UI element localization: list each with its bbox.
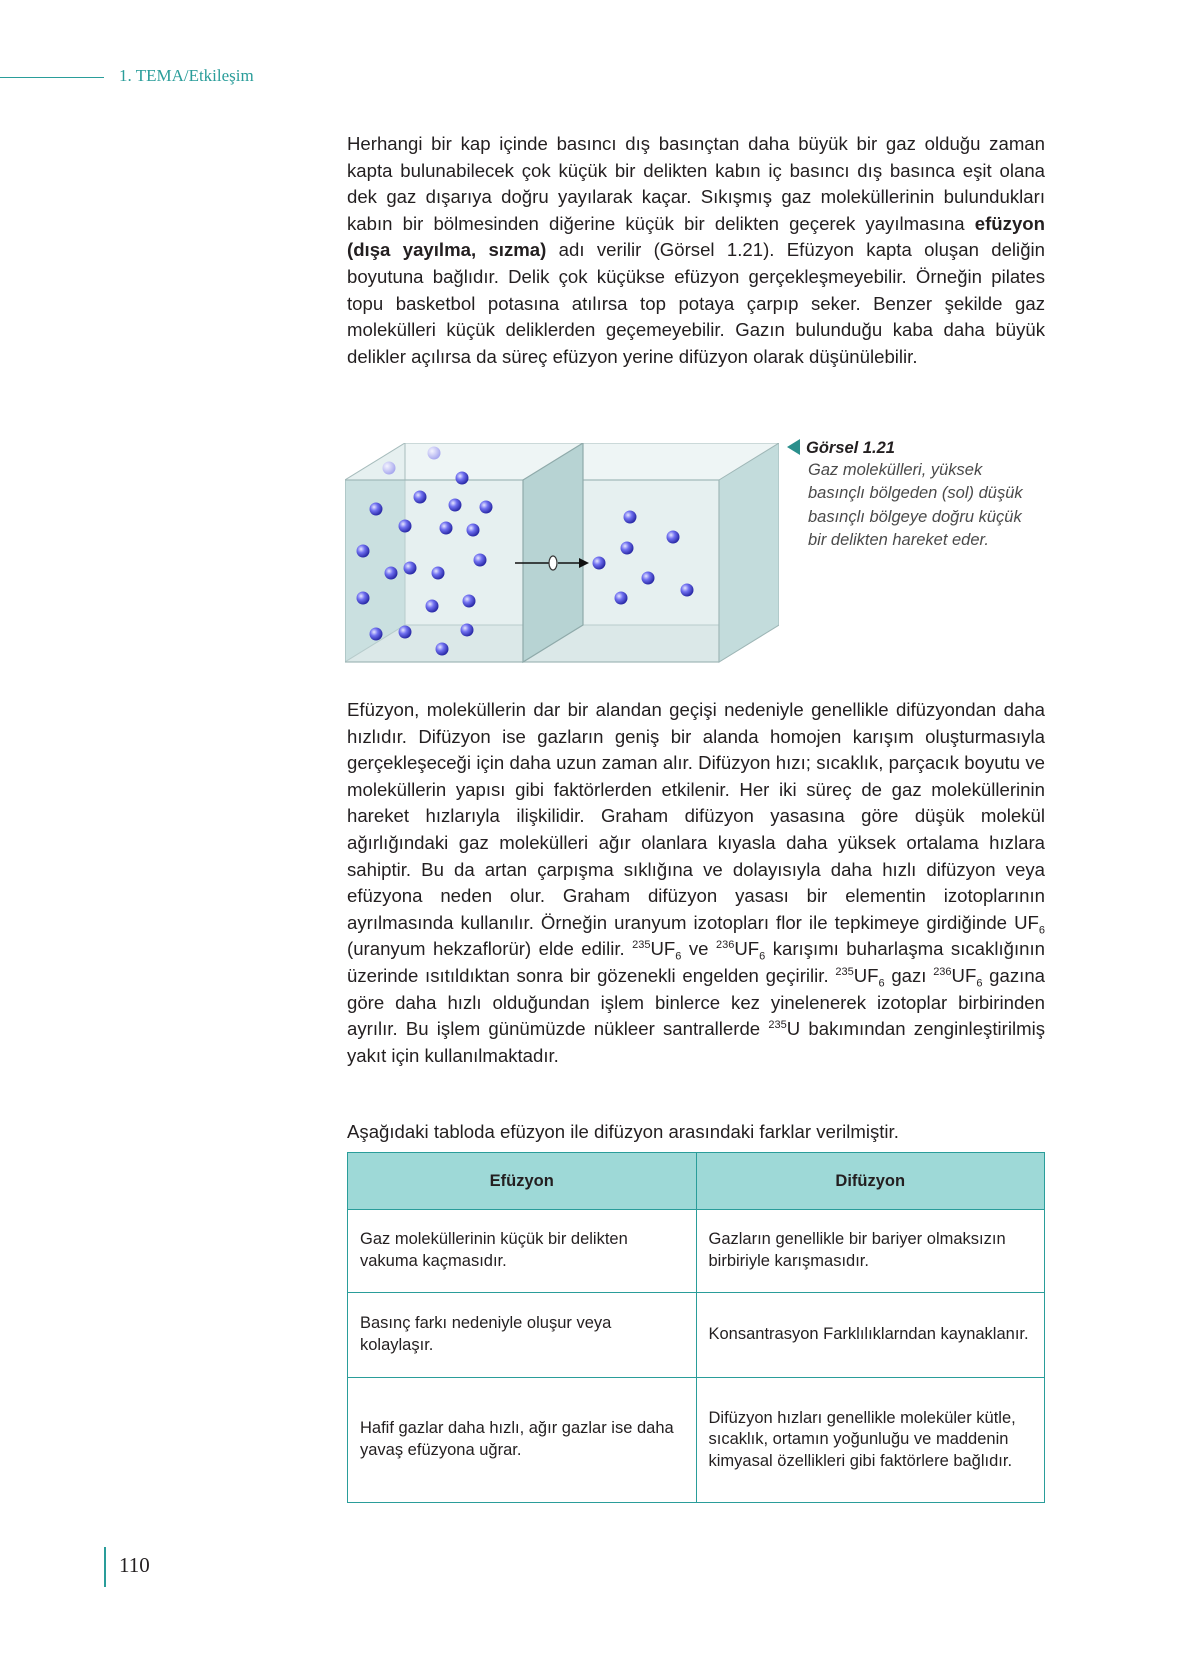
- chapter-header: 1. TEMA/Etkileşim: [119, 66, 254, 85]
- intro-paragraph: [347, 131, 1045, 370]
- efuzyon-term: efüzyon (dışa yayılma, sızma): [347, 212, 1045, 261]
- column-header-difuzyon: Difüzyon: [696, 1153, 1045, 1210]
- partition-wall: [523, 443, 583, 662]
- comparison-table: [347, 1152, 1045, 1503]
- table-cell: Konsantrasyon Farklılıklarndan kaynaklanır.: [696, 1293, 1045, 1378]
- molecule: [449, 499, 462, 512]
- molecule: [357, 545, 370, 558]
- molecule: [593, 557, 606, 570]
- molecule: [461, 624, 474, 637]
- molecule: [624, 511, 637, 524]
- molecule: [383, 462, 396, 475]
- effusion-hole: [549, 556, 557, 570]
- molecule: [357, 592, 370, 605]
- figure-caption: [808, 437, 1028, 553]
- intro-text-2: adı verilir (Görsel 1.21). Efüzyon kapta oluşan deliğin boyutuna bağlıdır. Delik çok küçükse efüzyon gerçekleşmeyebilir. Örneğin pilates topu basketbol potasına atılırsa top potaya çarpıp seker. Benzer şekilde gaz molekülleri küçük deliklerden geçemeyebilir. Gazın bulunduğu kaba daha büyük delikler açılırsa da süreç efüzyon yerine difüzyon olarak düşünülebilir.: [347, 239, 1046, 367]
- molecule: [480, 501, 493, 514]
- molecule: [399, 520, 412, 533]
- table-cell: Basınç farkı nedeniyle oluşur veya kolaylaşır.: [348, 1293, 697, 1378]
- table-cell: Difüzyon hızları genellikle moleküler kütle, sıcaklık, ortamın yoğunluğu ve maddenin kimyasal özellikleri gibi faktörlere bağlıdır.: [696, 1378, 1045, 1503]
- molecule: [615, 592, 628, 605]
- molecule: [474, 554, 487, 567]
- column-header-efuzyon: Efüzyon: [348, 1153, 697, 1210]
- molecule: [440, 522, 453, 535]
- molecule: [681, 584, 694, 597]
- effusion-figure: [345, 443, 779, 683]
- figure-title: Görsel 1.21: [806, 439, 895, 457]
- molecule: [467, 524, 480, 537]
- molecule: [404, 562, 417, 575]
- table-cell: Gaz moleküllerinin küçük bir delikten vakuma kaçmasıdır.: [348, 1210, 697, 1293]
- table-cell: Gazların genellikle bir bariyer olmaksızın birbiriyle karışmasıdır.: [696, 1210, 1045, 1293]
- molecule: [621, 542, 634, 555]
- caption-pointer-icon: [787, 439, 800, 455]
- table-row: [348, 1293, 1045, 1378]
- table-header-row: [348, 1153, 1045, 1210]
- molecule: [426, 600, 439, 613]
- molecule: [385, 567, 398, 580]
- molecule: [436, 643, 449, 656]
- molecule: [399, 626, 412, 639]
- molecule: [428, 447, 441, 460]
- molecule: [370, 628, 383, 641]
- molecule: [370, 503, 383, 516]
- molecule: [414, 491, 427, 504]
- table-row: [348, 1210, 1045, 1293]
- page-number-rule: [104, 1547, 106, 1587]
- molecule: [432, 567, 445, 580]
- table-cell: Hafif gazlar daha hızlı, ağır gazlar ise daha yavaş efüzyona uğrar.: [348, 1378, 697, 1503]
- molecule: [463, 595, 476, 608]
- molecule: [642, 572, 655, 585]
- page-number: 110: [119, 1553, 150, 1577]
- molecule: [456, 472, 469, 485]
- header-rule: [0, 77, 104, 78]
- intro-text-1: Herhangi bir kap içinde basıncı dış basınçtan daha büyük bir gaz olduğu zaman kapta bulunabilecek çok küçük bir delikten kabın iç basıncı dış basınca eşit olana dek gaz dışarıya doğru yayılarak kaçar. Sıkışmış gaz moleküllerinin bulundukları kabın bir bölmesinden diğerine küçük bir delikten geçerek yayılmasına: [347, 133, 1045, 234]
- molecule: [667, 531, 680, 544]
- table-row: [348, 1378, 1045, 1503]
- body-paragraph: Efüzyon, moleküllerin dar bir alandan geçişi nedeniyle genellikle difüzyondan daha hızlıdır. Difüzyon ise gazların geniş bir alanda homojen karışım oluşturmasıyla gerçekleşeceği için daha uzun zaman alır. Difüzyon hızı; sıcaklık, parçacık boyutu ve moleküllerin yapısı gibi faktörlerden etkilenir. Her iki süreç de gaz moleküllerinin hareket hızlarıyla ilişkilidir. Graham difüzyon yasasına göre düşük molekül ağırlığındaki gaz molekülleri ağır olanlara kıyasla daha yüksek ortalama hızlara sahiptir. Bu da artan çarpışma sıklığına ve dolayısıyla daha hızlı difüzyon veya efüzyona neden olur. Graham difüzyon yasası bir elementin izotoplarının ayrılmasında kullanılır. Örneğin uranyum izotopları flor ile tepkimeye girdiğinde $UF_6$ (uranyum hekzaflorür) elde edilir. $^{235}UF_6$ ve $^{236}UF_6$ karışımı buharlaşma sıcaklığının üzerinde ısıtıldıktan sonra bir gözenekli engelden geçirilir. $^{235}UF_6$ gazı $^{236}UF_6$ gazına göre daha hızlı olduğundan işlem binlerce kez yinelenerek izotoplar birbirinden ayrılır. Bu işlem günümüzde nükleer santrallerde $^{235}$U bakımından zenginleştirilmiş yakıt için kullanılmaktadır.: [347, 699, 1046, 1066]
- figure-caption-text: Gaz molekülleri, yüksek basınçlı bölgeden (sol) düşük basınçlı bölgeye doğru küçük bir delikten hareket eder.: [808, 461, 1023, 550]
- table-intro: Aşağıdaki tabloda efüzyon ile difüzyon arasındaki farklar verilmiştir.: [347, 1121, 899, 1142]
